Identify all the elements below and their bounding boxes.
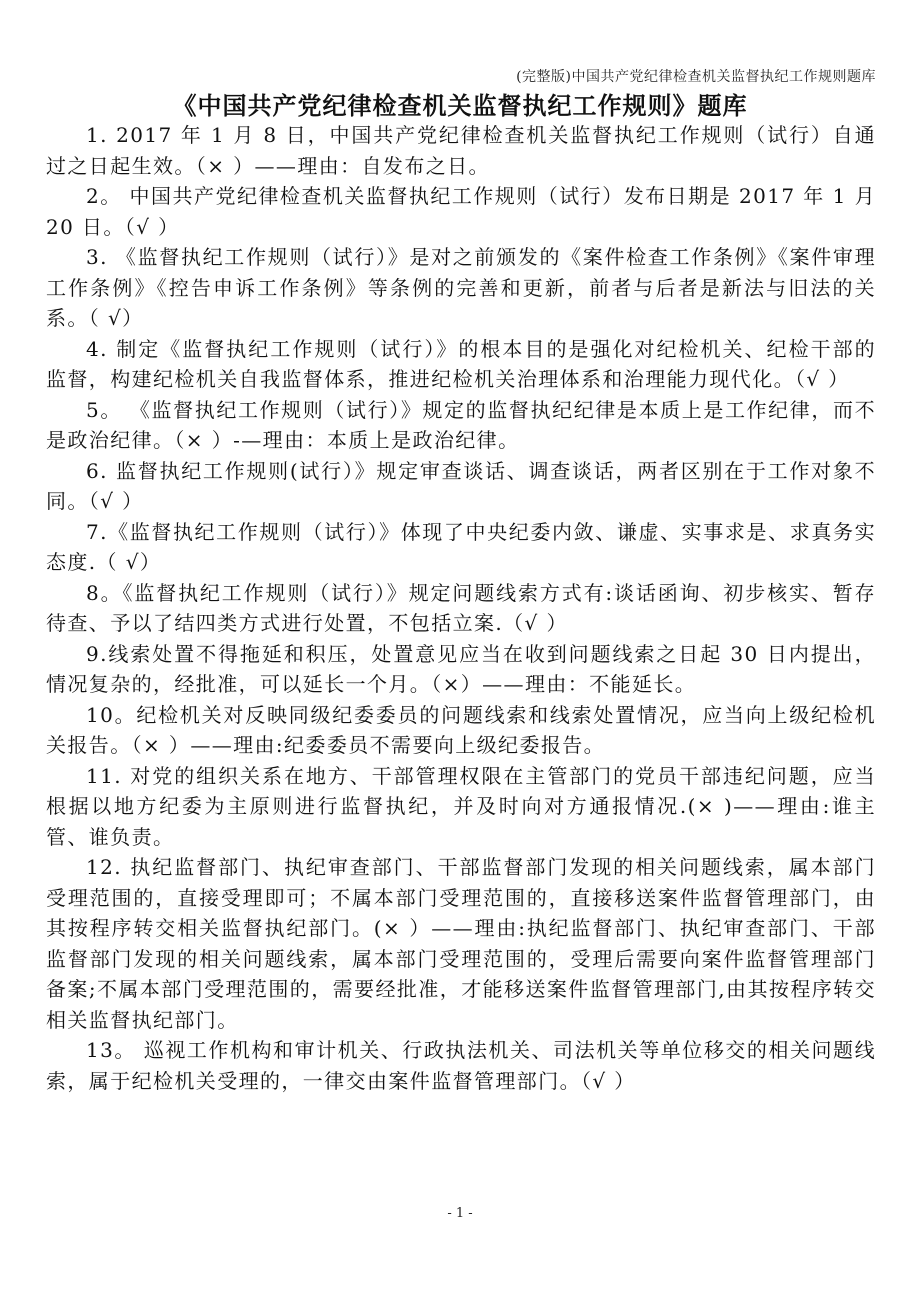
question-1: 1. 2017 年 1 月 8 日，中国共产党纪律检查机关监督执纪工作规则（试行）自通过之日起生效。（× ）——理由：自发布之日。 — [46, 123, 876, 178]
running-header: (完整版)中国共产党纪律检查机关监督执纪工作规则题库 — [516, 69, 876, 85]
document-title: 《中国共产党纪律检查机关监督执纪工作规则》题库 — [172, 91, 748, 120]
page-number: - 1 - — [447, 1206, 473, 1221]
question-12: 12. 执纪监督部门、执纪审查部门、干部监督部门发现的相关问题线索，属本部门受理范围的，直接受理即可；不属本部门受理范围的，直接移送案件监督管理部门，由其按程序转交相关监督执纪部门。(× ）——理由:执纪监督部门、执纪审查部门、干部监督部门发现的相关问题线索，属本部门受理范围的，受理后需要向案件监督管理部门备案;不属本部门受理范围的，需要经批准，才能移送案件监督管理部门,由其按程序转交相关监督执纪部门。 — [46, 855, 876, 1032]
question-3: 3. 《监督执纪工作规则（试行）》是对之前颁发的《案件检查工作条例》《案件审理工作条例》《控告申诉工作条例》等条例的完善和更新，前者与后者是新法与旧法的关系。（ √） — [46, 245, 876, 330]
question-2: 2。 中国共产党纪律检查机关监督执纪工作规则（试行）发布日期是 2017 年 1 月 20 日。（√ ） — [46, 184, 876, 239]
question-8: 8。《监督执纪工作规则（试行）》规定问题线索方式有:谈话函询、初步核实、暂存待查、予以了结四类方式进行处置，不包括立案.（√ ） — [46, 580, 876, 635]
question-13: 13。 巡视工作机构和审计机关、行政执法机关、司法机关等单位移交的相关问题线索，属于纪检机关受理的，一律交由案件监督管理部门。（√ ） — [46, 1038, 876, 1093]
question-list — [46, 120, 876, 1096]
question-10: 10。纪检机关对反映同级纪委委员的问题线索和线索处置情况，应当向上级纪检机关报告。（× ）——理由:纪委委员不需要向上级纪委报告。 — [46, 702, 876, 757]
question-7: 7.《监督执纪工作规则（试行）》体现了中央纪委内敛、谦虚、实事求是、求真务实态度.（ √） — [46, 519, 876, 574]
question-5: 5。 《监督执纪工作规则（试行）》规定的监督执纪纪律是本质上是工作纪律，而不是政治纪律。（× ）-—理由：本质上是政治纪律。 — [46, 397, 876, 452]
question-4: 4. 制定《监督执纪工作规则（试行）》的根本目的是强化对纪检机关、纪检干部的监督，构建纪检机关自我监督体系，推进纪检机关治理体系和治理能力现代化。（√ ） — [46, 336, 876, 391]
question-11: 11. 对党的组织关系在地方、干部管理权限在主管部门的党员干部违纪问题，应当根据以地方纪委为主原则进行监督执纪，并及时向对方通报情况.(× )——理由:谁主管、谁负责。 — [46, 763, 876, 849]
question-6: 6. 监督执纪工作规则(试行）》规定审查谈话、调查谈话，两者区别在于工作对象不同。（√ ） — [46, 458, 876, 513]
question-9: 9.线索处置不得拖延和积压，处置意见应当在收到问题线索之日起 30 日内提出，情况复杂的，经批准，可以延长一个月。（×）——理由：不能延长。 — [46, 641, 876, 696]
